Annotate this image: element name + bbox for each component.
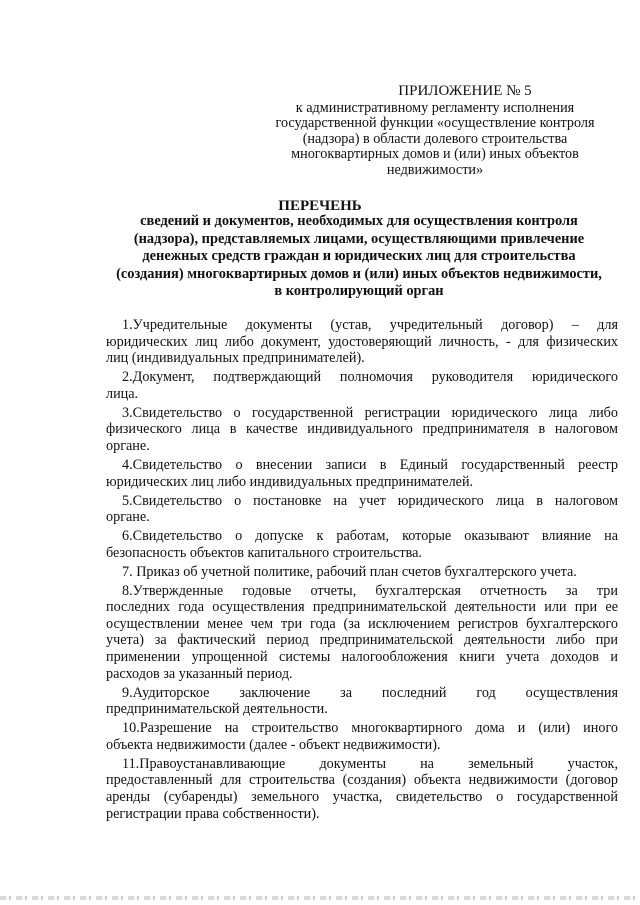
appendix-line: многоквартирных домов и (или) иных объектов — [291, 146, 579, 162]
subheading-line: денежных средств граждан и юридических лиц для строительства — [142, 248, 576, 264]
list-item-line: лиц (индивидуальных предпринимателей). — [106, 350, 365, 367]
list-item-line: 3.Свидетельство о государственной регистрации юридического лица либо — [122, 404, 618, 421]
list-item-line: предоставленный для строительства (создания) объекта недвижимости (договор — [106, 772, 618, 789]
subheading-line: в контролирующий орган — [274, 283, 444, 299]
list-item-line: предпринимательской деятельности. — [106, 701, 328, 718]
list-item — [106, 685, 618, 718]
list-item — [106, 528, 618, 561]
appendix-line: недвижимости» — [386, 161, 484, 178]
subheading-line: (создания) многоквартирных домов и (или) иных объектов недвижимости, — [116, 265, 602, 282]
list-item-line: 5.Свидетельство о постановке на учет юридического лица в налоговом — [122, 492, 618, 509]
list-item-line: осуществлении менее чем три года (за исключением регистров бухгалтерского — [106, 615, 618, 632]
list-item-line: 7. Приказ об учетной политике, рабочий план счетов бухгалтерского учета. — [122, 563, 577, 580]
appendix-title: ПРИЛОЖЕНИЕ № 5 — [398, 83, 532, 99]
list-item — [106, 317, 618, 367]
list-item — [106, 493, 618, 526]
appendix-header — [250, 84, 620, 178]
list-item-line: 9.Аудиторское заключение за последний год осуществления — [122, 684, 618, 701]
subheading-line: (надзора), представляемых лицами, осуществляющими привлечение — [133, 230, 585, 247]
list-item-line: физического лица в качестве индивидуального предпринимателя в налоговом — [106, 421, 618, 438]
list-item-line: последних года осуществления предпринимательской деятельности или при ее — [106, 599, 618, 616]
list-item-line: расходов за указанный период. — [106, 665, 293, 682]
list-item — [106, 564, 618, 581]
list-item-line: учета) за фактический период предпринимательской деятельности либо при — [106, 632, 618, 649]
list-item-line: 4.Свидетельство о внесении записи в Единый государственный реестр — [122, 456, 618, 473]
list-item-line: юридических лиц либо индивидуальных предпринимателей. — [106, 473, 474, 490]
list-item — [106, 457, 618, 490]
list-item-line: 11.Правоустанавливающие документы на земельный участок, — [122, 755, 618, 772]
appendix-line: (надзора) в области долевого строительства — [302, 130, 568, 147]
list-item-line: применении упрощенной системы налогообложения книги учета доходов и — [106, 649, 618, 666]
document-subheading — [100, 213, 618, 301]
list-item — [106, 756, 618, 822]
list-item-line: аренды (субаренды) земельного участка, свидетельство о государственной — [106, 788, 618, 805]
list-item — [106, 720, 618, 753]
list-item-line: 1.Учредительные документы (устав, учредительный договор) – для — [122, 317, 618, 333]
list-item-line: 6.Свидетельство о допуске к работам, которые оказывают влияние на — [122, 528, 618, 545]
list-item-line: 10.Разрешение на строительство многоквартирного дома и (или) иного — [122, 720, 618, 737]
list-item-line: объекта недвижимости (далее - объект недвижимости). — [106, 736, 441, 753]
list-item-line: юридических лиц либо документ, удостоверяющий личность, - для физических — [106, 333, 618, 350]
list-item-line: органе. — [106, 437, 150, 454]
list-item-line: 2.Документ, подтверждающий полномочия руководителя юридического — [122, 369, 618, 386]
subheading-line: сведений и документов, необходимых для осуществления контроля — [140, 213, 578, 229]
scan-edge-artifact — [0, 896, 640, 900]
list-item-line: 8.Утвержденные годовые отчеты, бухгалтерская отчетность за три — [122, 582, 618, 599]
document-heading: ПЕРЕЧЕНЬ — [278, 198, 362, 214]
list-item-line: лица. — [106, 385, 139, 402]
list-item — [106, 583, 618, 683]
list-item-line: органе. — [106, 509, 150, 526]
document-items-list — [106, 317, 618, 825]
list-item-line: безопасность объектов капитального строительства. — [106, 544, 422, 561]
appendix-line: государственной функции «осуществление контроля — [275, 115, 595, 131]
list-item — [106, 369, 618, 402]
appendix-line: к административному регламенту исполнения — [295, 99, 575, 116]
list-item — [106, 405, 618, 455]
list-item-line: регистрации права собственности). — [106, 805, 320, 822]
